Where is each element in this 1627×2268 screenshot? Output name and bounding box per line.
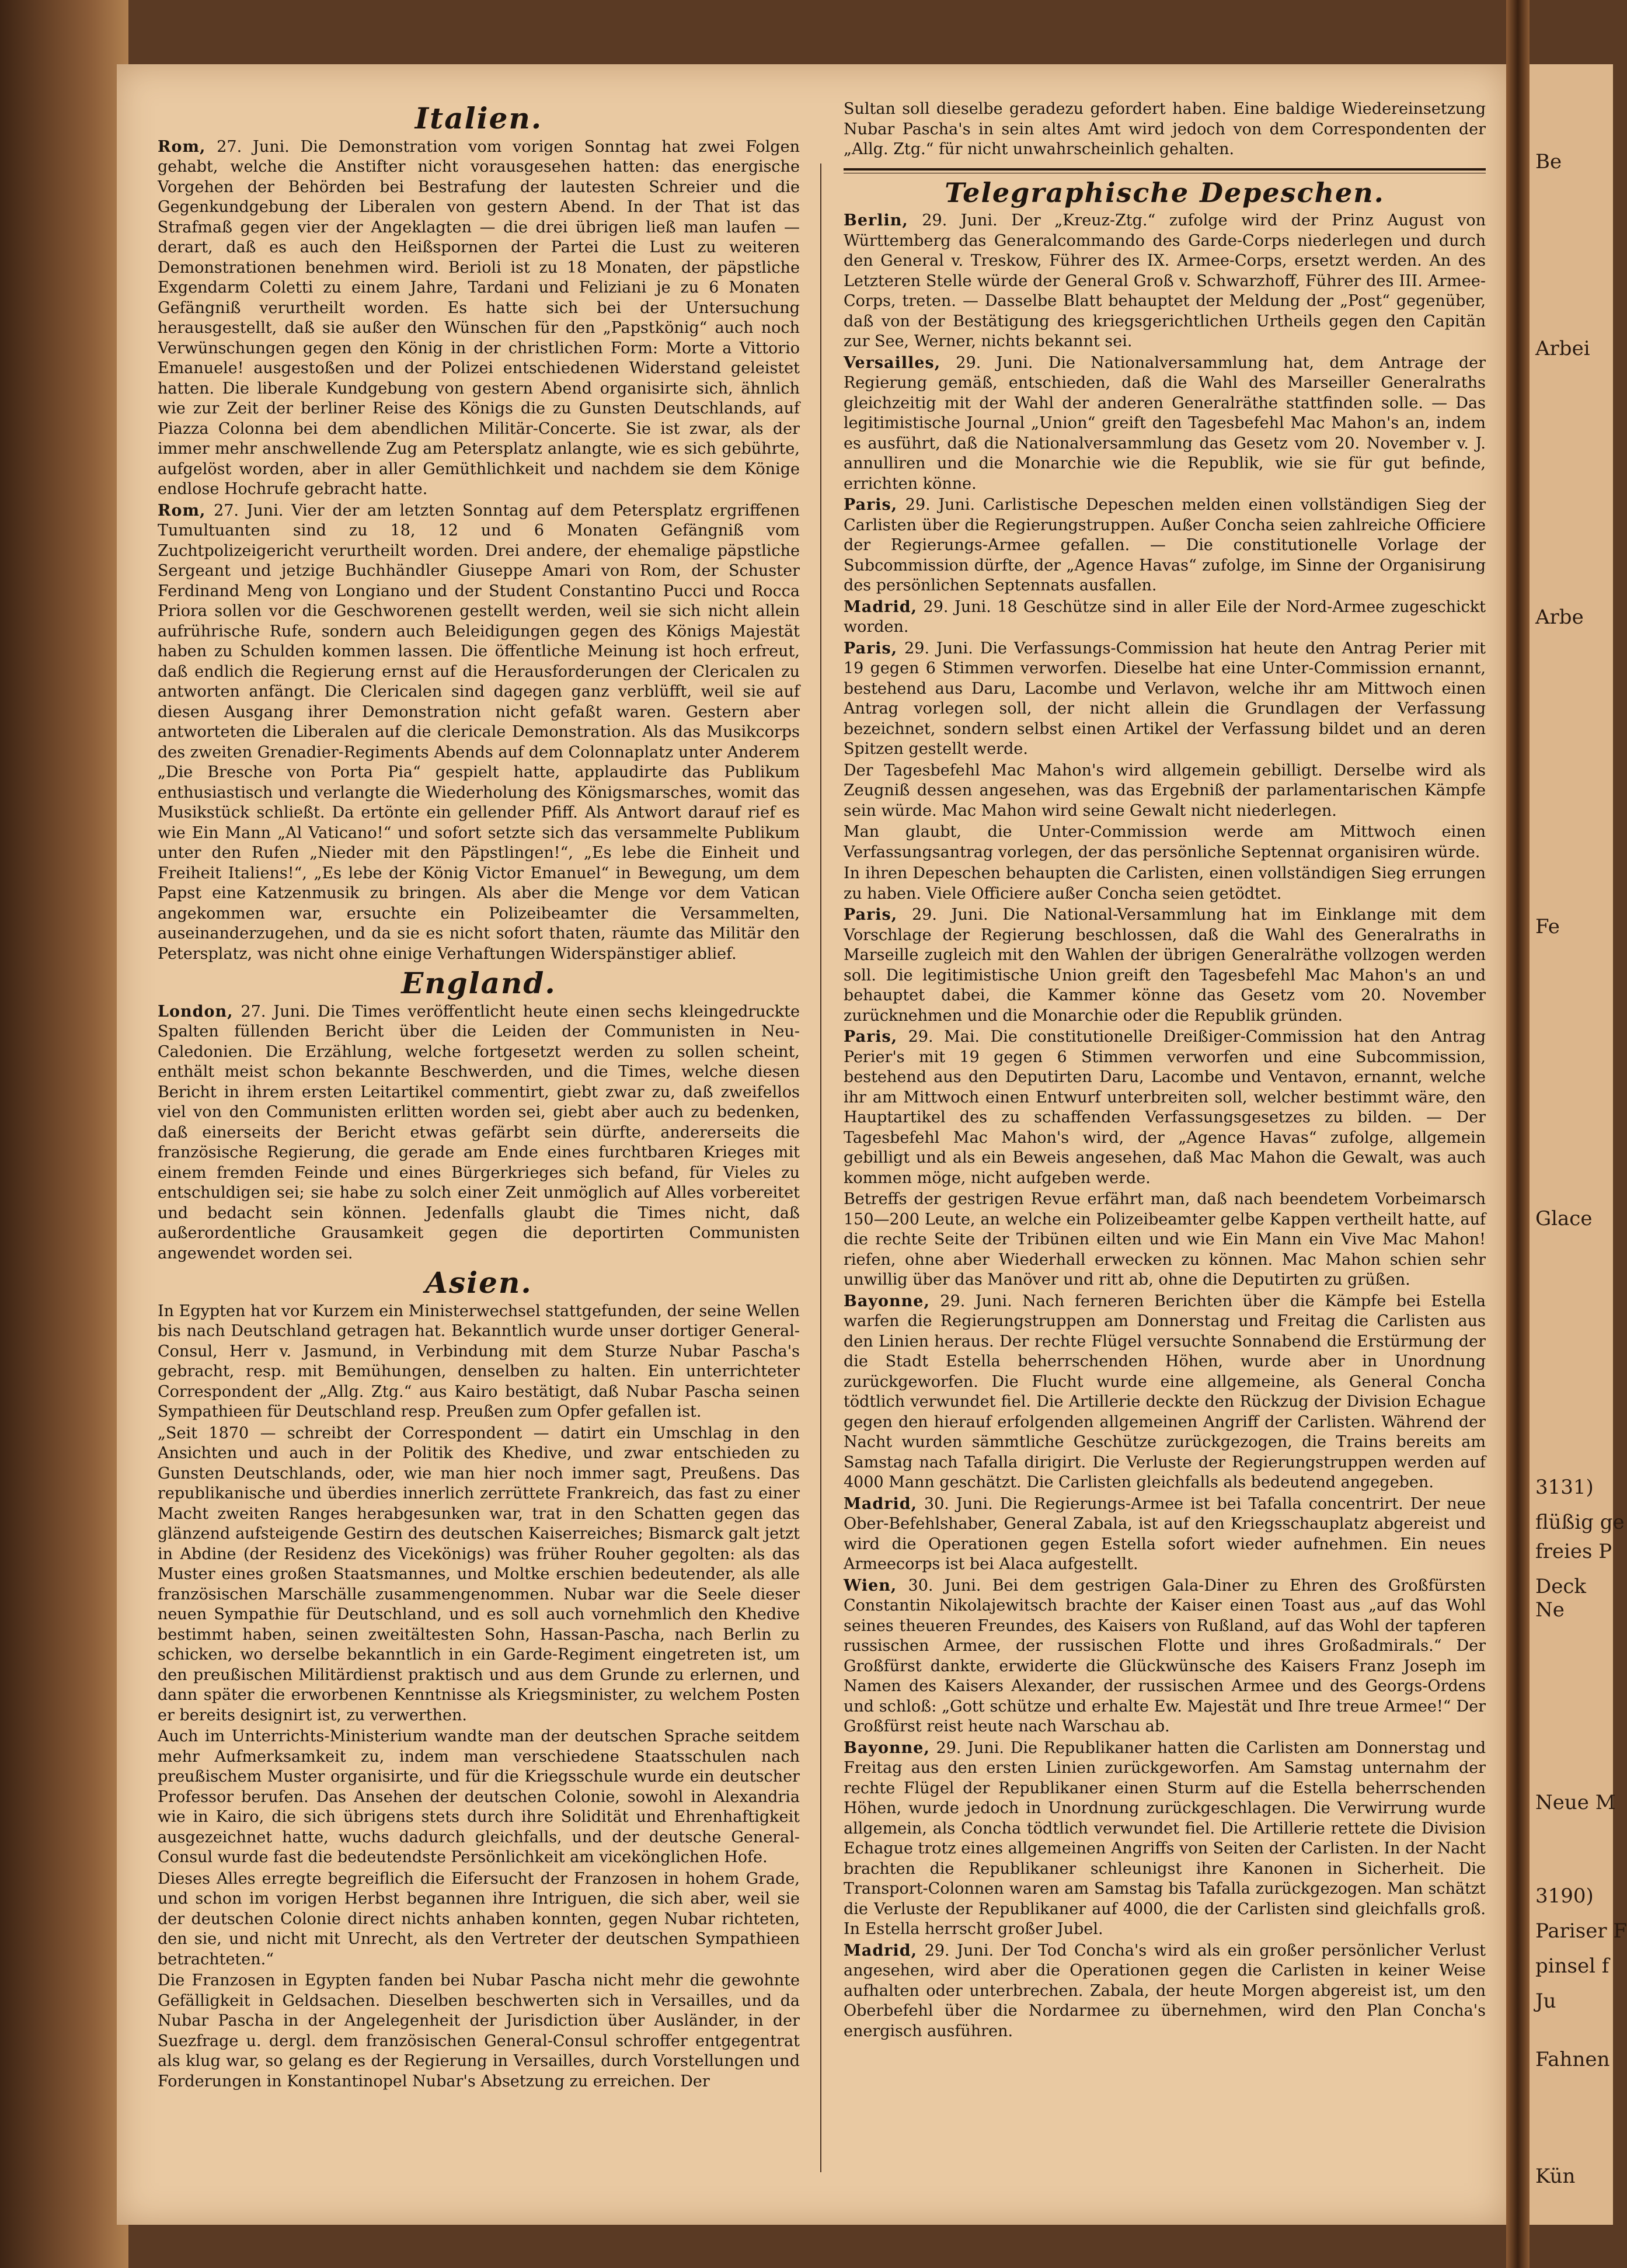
article-dateline: Rom, [158, 137, 206, 156]
article-paragraph [844, 864, 1486, 904]
article-paragraph [844, 1576, 1486, 1737]
next-page-fragment: flüßig ge [1535, 1511, 1625, 1534]
article-dateline: Berlin, [844, 211, 908, 229]
article-text: Die Franzosen in Egypten fanden bei Nubar Pascha nicht mehr die gewohnte Gefälligkeit in Geldsachen. Dieselben beschwerten sich in Versailles, und da Nubar Pascha in der Angelegenheit der Jurisdiction über Ausländer, in der Suezfrage u. dergl. dem französischen General-Consul schroffer entgegentrat als klug war, so gelang es der Regierung in Versailles, durch Vorstellungen und Forderungen in Konstantinopel Nubar's Absetzung zu erreichen. Der [158, 1971, 800, 2090]
next-page-fragment: Kün [1535, 2165, 1576, 2188]
next-page-fragment: Arbei [1535, 337, 1590, 360]
article-dateline: Paris, [844, 1028, 898, 1046]
article-paragraph [844, 639, 1486, 760]
article-text: In ihren Depeschen behaupten die Carlisten, einen vollständigen Sieg errungen zu haben. Viele Officiere außer Concha seien getödtet. [844, 864, 1486, 903]
article-paragraph [844, 905, 1486, 1026]
next-page-fragment: Pariser F [1535, 1919, 1627, 1943]
article-text: 29. Juni. Der Tod Concha's wird als ein großer persönlicher Verlust angesehen, wird aber die Operationen gegen die Carlisten in keiner Weise aufhalten oder unterbrechen. Zabala, der heute Morgen abgereist ist, um den Oberbefehl über die Nordarmee zu übernehmen, wird den Plan Concha's energisch ausführen. [844, 1941, 1486, 2040]
article-text: 29. Mai. Die constitutionelle Dreißiger-Commission hat den Antrag Perier's mit 19 gegen 6 Stimmen verworfen und eine Subcommission, bestehend aus den Deputirten Daru, Lacombe und Ventavon, ernannt, welche ihr am Mittwoch einen Entwurf unterbreiten soll, welcher bestimmt wäre, den Hauptartikel des zu schaffenden Verfassungsgesetzes zu bilden. — Der Tagesbefehl Mac Mahon's wird, der „Agence Havas“ zufolge, allgemein gebilligt und als ein Beweis angesehen, daß Mac Mahon die Gewalt, was auch kommen möge, nicht aufgeben werde. [844, 1028, 1486, 1187]
article-paragraph [844, 495, 1486, 596]
article-text: 29. Juni. Der „Kreuz-Ztg.“ zufolge wird der Prinz August von Württemberg das Generalcommando des Garde-Corps niederlegen und durch den General v. Treskow, Führer des IX. Armee-Corps, ersetzt werden. An des Letzteren Stelle würde der General Groß v. Schwarzhoff, Führer des III. Armee-Corps, treten. — Dasselbe Blatt behauptet der Meldung der „Post“ gegenüber, daß von der Bestätigung des kriegsgerichtlichen Urtheils gegen den Capitän zur See, Werner, nichts bekannt sei. [844, 211, 1486, 350]
article-text: 30. Juni. Bei dem gestrigen Gala-Diner zu Ehren des Großfürsten Constantin Nikolajewitsch brachte der Kaiser einen Toast aus „auf das Wohl seines theueren Freundes, des Kaisers von Rußland, auf das Wohl der tapferen russischen Armee, der russischen Flotte und ihres Großadmirals.“ Der Großfürst dankte, erwiderte die Glückwünsche des Kaisers Franz Joseph im Namen des Kaisers Alexander, der russischen Armee und des Georgs-Ordens und schloß: „Gott schütze und erhalte Ew. Majestät und Ihre treue Armee!“ Der Großfürst reist heute nach Warschau ab. [844, 1576, 1486, 1735]
article-dateline: London, [158, 1002, 234, 1021]
article-text: 29. Juni. Die Verfassungs-Commission hat heute den Antrag Perier mit 19 gegen 6 Stimmen verworfen. Dieselbe hat eine Unter-Commission ernannt, bestehend aus Daru, Lacombe und Verlavon, welche ihr am Mittwoch einen Antrag vorlegen soll, der nicht allein die Grundlagen der Verfassung bezeichnet, sondern selbst einen Artikel der Verfassung bildet und an deren Spitzen gestellt werde. [844, 639, 1486, 758]
article-dateline: Paris, [844, 496, 898, 514]
article-text: 29. Juni. 18 Geschütze sind in aller Eile der Nord-Armee zugeschickt worden. [844, 597, 1486, 636]
article-paragraph [844, 1494, 1486, 1575]
article-paragraph [844, 1292, 1486, 1493]
article-paragraph [844, 1941, 1486, 2042]
article-paragraph [844, 597, 1486, 638]
article-paragraph [158, 1424, 800, 1726]
article-text: Dieses Alles erregte begreiflich die Eifersucht der Franzosen in hohem Grade, und schon im vorigen Herbst begannen ihre Intriguen, die sich aber, weil sie der deutschen Colonie direct nichts anhaben konnten, gegen Nubar richteten, den sie, und nicht mit Unrecht, als den Vertreter der deutschen Sympathieen betrachteten.“ [158, 1869, 800, 1968]
next-page-fragment: Ne [1535, 1598, 1565, 1622]
article-text: Betreffs der gestrigen Revue erfährt man, daß nach beendetem Vorbeimarsch 150—200 Leute, an welche ein Polizeibeamter gelbe Kappen vertheilt hatte, auf die rechte Seite der Tribünen eilten und wie Ein Mann ein Vive Mac Mahon! riefen, ohne aber Wiederhall erwecken zu können. Mac Mahon schien sehr unwillig über das Manöver und ritt ab, ohne die Deputirten zu grüßen. [844, 1190, 1486, 1289]
section-rule [844, 168, 1486, 173]
article-dateline: Paris, [844, 906, 898, 924]
article-paragraph [158, 1727, 800, 1868]
left-column [158, 99, 800, 2093]
next-page-fragment: pinsel f [1535, 1954, 1609, 1978]
article-paragraph [844, 1027, 1486, 1188]
article-text: In Egypten hat vor Kurzem ein Ministerwechsel stattgefunden, der seine Wellen bis nach Deutschland getragen hat. Bekanntlich wurde unser dortiger General-Consul, Herr v. Jasmund, in Verbindung mit dem Sturze Nubar Pascha's gebracht, resp. mit Bemühungen, denselben zu halten. Ein unterrichteter Correspondent der „Allg. Ztg.“ aus Kairo bestätigt, daß Nubar Pascha seinen Sympathieen für Deutschland resp. Preußen zum Opfer gefallen ist. [158, 1302, 800, 1421]
article-paragraph [844, 211, 1486, 352]
article-text: 29. Juni. Nach ferneren Berichten über die Kämpfe bei Estella warfen die Regierungstruppen am Donnerstag und Freitag die Carlisten aus den Linien heraus. Der rechte Flügel versuchte Sonnabend die Erstürmung der die Stadt Estella beherrschenden Höhen, wurde aber in Unordnung zurückgeworfen. Die Flucht wurde eine allgemeine, als General Concha tödtlich verwundet fiel. Die Artillerie deckte den Rückzug der Division Echague gegen den hierauf erfolgenden allgemeinen Angriff der Carlisten. Während der Nacht wurden sämmtliche Geschütze zurückgezogen, die Trains bereits am Samstag nach Tafalla dirigirt. Die Verluste der Regierungstruppen werden auf 4000 Mann geschätzt. Die Carlisten gleichfalls als bedeutend angegeben. [844, 1292, 1486, 1491]
article-paragraph [844, 353, 1486, 495]
next-page-fragment: freies P [1535, 1540, 1612, 1563]
article-text: 29. Juni. Carlistische Depeschen melden einen vollständigen Sieg der Carlisten über die Regierungstruppen. Außer Concha seien zahlreiche Officiere der Regierungs-Armee gefallen. — Die constitutionelle Vorlage der Subcommission dürfte, der „Agence Havas“ zufolge, im Sinne der Organisirung des persönlichen Septennats ausfallen. [844, 496, 1486, 594]
article-text: Man glaubt, die Unter-Commission werde am Mittwoch einen Verfassungsantrag vorlegen, der das persönliche Septennat organisiren würde. [844, 823, 1486, 861]
article-paragraph [844, 822, 1486, 862]
article-dateline: Madrid, [844, 1941, 918, 1960]
next-page-fragment: Fe [1535, 915, 1560, 938]
article-paragraph [158, 1869, 800, 1970]
article-text: 30. Juni. Die Regierungs-Armee ist bei Tafalla concentrirt. Der neue Ober-Befehlshaber, General Zabala, ist auf den Kriegsschauplatz abgereist und wird die Operationen gegen Estella sofort wieder aufnehmen. Ein neues Armeecorps ist bei Alaca aufgestellt. [844, 1494, 1486, 1573]
article-dateline: Bayonne, [844, 1292, 930, 1310]
article-dateline: Wien, [844, 1576, 897, 1595]
article-dateline: Madrid, [844, 1494, 918, 1513]
article-dateline: Rom, [158, 501, 206, 520]
next-page-fragment: 3131) [1535, 1476, 1594, 1499]
article-text: „Seit 1870 — schreibt der Correspondent — datirt ein Umschlag in den Ansichten und auch in der Politik des Khedive, und zwar entschieden zu Gunsten Deutschlands, oder, wie man hier noch immer sagt, Preußens. Das republikanische und überdies innerlich zerrüttete Frankreich, das fast zu einer Macht zweiten Ranges herabgesunken war, trat in den Schatten gegen das glänzend aufsteigende Gestirn des deutschen Kaiserreiches; Bismarck galt jetzt in Abdine (der Residenz des Vicekönigs) was früher Rouher gegolten: als das Muster eines großen Staatsmannes, und Moltke erschien bedeutender, als alle französischen Marschälle zusammengenommen. Nubar war die Seele dieser neuen Sympathie für Deutschland, und es soll auch vornehmlich den Khedive bestimmt haben, seinen zweitältesten Sohn, Hassan-Pascha, nach Berlin zu schicken, wo derselbe bekanntlich in ein Garde-Regiment eingetreten ist, um den preußischen Militärdienst praktisch und aus dem Grunde zu erlernen, und dann später die erworbenen Kenntnisse als Kriegsminister, zu welchem Posten er bereits designirt ist, zu verwerthen. [158, 1424, 800, 1724]
next-page-strip [1530, 64, 1627, 2225]
book-gutter [1506, 0, 1530, 2268]
article-dateline: Versailles, [844, 353, 941, 372]
article-text: 29. Juni. Die National-Versammlung hat im Einklange mit dem Vorschlage der Regierung beschlossen, daß die Wahl des Generalraths in Marseille zugleich mit den Wahlen der übrigen Generalräthe vollzogen werden soll. Die legitimistische Union greift den Tagesbefehl Mac Mahon's an und behauptet dabei, die Kammer könne das Gesetz vom 20. November zurücknehmen und die Monarchie oder die Republik gründen. [844, 906, 1486, 1025]
article-paragraph [158, 1302, 800, 1422]
article-paragraph [158, 501, 800, 965]
article-dateline: Paris, [844, 639, 898, 658]
article-dateline: Madrid, [844, 597, 918, 616]
next-page-fragment: Neue M [1535, 1791, 1616, 1814]
article-text: Auch im Unterrichts-Ministerium wandte man der deutschen Sprache seitdem mehr Aufmerksamkeit zu, indem man verschiedene Staatsschulen nach preußischem Muster organisirte, und für die Kriegsschule wurde ein deutscher Professor berufen. Das Ansehen der deutschen Colonie, sowohl in Alexandria wie in Kairo, die sich übrigens stets durch ihre Solidität und Ehrenhaftigkeit ausgezeichnet hatte, wuchs dadurch gleichfalls, und der deutsche General-Consul wurde fast die bedeutendste Persönlichkeit am vicekönglichen Hofe. [158, 1727, 800, 1866]
article-paragraph [158, 137, 800, 500]
article-text: 27. Juni. Vier der am letzten Sonntag auf dem Petersplatz ergriffenen Tumultuanten sind zu 18, 12 und 6 Monaten Gefängniß vom Zuchtpolizeigericht verurtheilt worden. Drei andere, der ehemalige päpstliche Sergeant und jetzige Buchhändler Giuseppe Amari von Rom, der Schuster Ferdinand Meng von Longiano und der Student Constantino Pucci und Rocca Priora sollen vor die Geschworenen gestellt werden, weil sie sich nicht allein aufrührische Rufe, sondern auch Beleidigungen gegen des Königs Majestät haben zu Schulden kommen lassen. Die öffentliche Meinung ist hoch erfreut, daß endlich die Regierung ernst auf die Herausforderungen der Clericalen zu antworten anfängt. Die Clericalen sind dagegen ganz verblüfft, weil sie auf diesen Ausgang ihrer Demonstration nicht gefaßt waren. Gestern aber antworteten die Liberalen auf die clericale Demonstration. Als das Musikcorps des zweiten Grenadier-Regiments Abends auf dem Colonnaplatz unter Anderem „Die Bresche von Porta Pia“ gespielt hatte, applaudirte das Publikum enthusiastisch und verlangte die Wiederholung des Königsmarsches, womit das Musikstück schließt. Da ertönte ein gellender Pfiff. Als Antwort darauf rief es wie Ein Mann „Al Vaticano!“ und sofort setzte sich das versammelte Publikum unter den Rufen „Nieder mit den Päpstlingen!“, „Es lebe die Einheit und Freiheit Italiens!“, „Es lebe der König Victor Emanuel“ in Bewegung, um dem Papst eine Katzenmusik zu bringen. Als aber die Menge vor dem Vatican angekommen war, ersuchte ein Polizeibeamter die Versammelten, auseinanderzugehen, und da sie es nicht sofort thaten, räumte das Militär den Petersplatz, was nicht ohne einige Verhaftungen Widerspänstiger ablief. [158, 501, 800, 963]
right-column [844, 99, 1486, 2043]
article-paragraph [158, 1002, 800, 1264]
section-heading: Asien. [425, 1265, 532, 1300]
article-paragraph [158, 1971, 800, 2092]
article-text: 29. Juni. Die Republikaner hatten die Carlisten am Donnerstag und Freitag aus den ersten Linien zurückgeworfen. Am Samstag unternahm der rechte Flügel der Republikaner einen Sturm auf die Estella beherrschenden Höhen, wurde jedoch in Unordnung zurückgeschlagen. Die Verwirrung wurde allgemein, als Concha tödtlich verwundet fiel. Die Artillerie rettete die Division Echague trotz eines allgemeinen Angriffs von Seiten der Carlisten. In der Nacht brachten die Republikaner schleunigst ihre Kanonen in Sicherheit. Die Transport-Colonnen waren am Samstag bis Tafalla zurückgezogen. Man schätzt die Verluste der Republikaner auf 4000, die der Carlisten sind gleichfalls groß. In Estella herrscht großer Jubel. [844, 1738, 1486, 1938]
continuation-paragraph: Sultan soll dieselbe geradezu gefordert haben. Eine baldige Wiedereinsetzung Nubar Pascha's in sein altes Amt wird jedoch von dem Correspondenten der „Allg. Ztg.“ für nicht unwahrscheinlich gehalten. [844, 100, 1486, 158]
newspaper-page [117, 64, 1506, 2225]
section-heading: England. [401, 966, 556, 1000]
article-text: 29. Juni. Die Nationalversammlung hat, dem Antrage der Regierung gemäß, entschieden, daß die Wahl des Marseiller Generalraths gleichzeitig mit der Wahl der anderen Generalräthe stattfinden solle. — Das legitimistische Journal „Union“ greift den Tagesbefehl Mac Mahon's an, indem es ausführt, daß die Nationalversammlung das Gesetz vom 20. November v. J. annulliren und die Monarchie wie die Republik, wie sie für gut befinde, errichten könne. [844, 353, 1486, 493]
next-page-fragment: Be [1535, 150, 1562, 173]
article-paragraph [844, 1738, 1486, 1940]
section-heading: Telegraphische Depeschen. [945, 176, 1385, 208]
column-divider [820, 164, 821, 2172]
section-heading: Italien. [414, 101, 543, 135]
article-paragraph [844, 761, 1486, 822]
article-text: Der Tagesbefehl Mac Mahon's wird allgemein gebilligt. Derselbe wird als Zeugniß dessen angesehen, was das Ergebniß der parlamentarischen Kämpfe sein würde. Mac Mahon wird seine Gewalt nicht niederlegen. [844, 761, 1486, 820]
article-dateline: Bayonne, [844, 1738, 930, 1757]
next-page-fragment: Arbe [1535, 606, 1584, 629]
next-page-fragment: Deck [1535, 1575, 1587, 1598]
book-edge [0, 0, 128, 2268]
article-text: 27. Juni. Die Demonstration vom vorigen Sonntag hat zwei Folgen gehabt, welche die Anstifter nicht vorausgesehen hatten: das energische Vorgehen der Behörden bei Bestrafung der lautesten Schreier und die Gegenkundgebung der Liberalen von gestern Abend. In der That ist das Strafmaß gegen vier der Angeklagten — die drei übrigen ließ man laufen — derart, daß es auch den Heißspornen der Partei die Lust zu weiteren Demonstrationen benehmen wird. Berioli ist zu 18 Monaten, der päpstliche Exgendarm Coletti zu einem Jahre, Tardani und Feliziani je zu 6 Monaten Gefängniß verurtheilt worden. Es hatte sich bei der Untersuchung herausgestellt, daß sie außer den Wünschen für den „Papstkönig“ auch noch Verwünschungen gegen den König in der christlichen Form: Morte a Vittorio Emanuele! ausgestoßen und der Polizei entschiedenen Widerstand geleistet hatten. Die liberale Kundgebung von gestern Abend organisirte sich, ähnlich wie zur Zeit der berliner Reise des Königs die zu Gunsten Deutschlands, auf Piazza Colonna bei dem abendlichen Militär-Concerte. Sie ist zwar, als der immer mehr anschwellende Zug am Petersplatz anlangte, wie es sich gebührte, aufgelöst worden, aber in aller Gemüthlichkeit und nachdem sie dem Könige endlose Hochrufe gebracht hatte. [158, 137, 800, 498]
article-text: 27. Juni. Die Times veröffentlicht heute einen sechs kleingedruckte Spalten füllenden Bericht über die Leiden der Communisten in Neu-Caledonien. Die Erzählung, welche fortgesetzt werden zu sollen scheint, enthält meist schon bekannte Beschwerden, und die Times, welche diesen Bericht in ihrem ersten Leitartikel commentirt, giebt zwar zu, daß zweifellos viel von den Communisten erlitten worden sei, giebt aber auch zu bedenken, daß einerseits der Bericht etwas gefärbt sein dürfte, andererseits die französische Regierung, die gerade am Ende eines furchtbaren Krieges mit einem fremden Feinde und eines Bürgerkrieges sich befand, für Vieles zu entschuldigen sei; sie habe zu solch einer Zeit unmöglich auf Alles vorbereitet und bedacht sein können. Jedenfalls glaubt die Times nicht, daß außerordentliche Grausamkeit gegen die deportirten Communisten angewendet worden sei. [158, 1002, 800, 1262]
next-page-fragment: Glace [1535, 1207, 1593, 1230]
next-page-fragment: Fahnen [1535, 2048, 1610, 2071]
next-page-fragment: Ju [1535, 1989, 1556, 2013]
next-page-fragment: 3190) [1535, 1884, 1594, 1908]
article-paragraph [844, 1189, 1486, 1290]
